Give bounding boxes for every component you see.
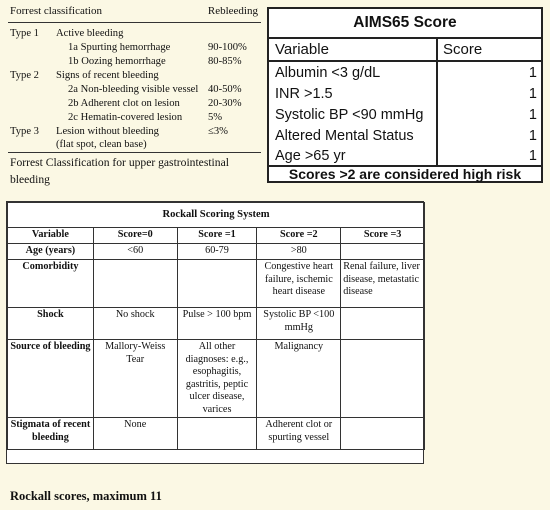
forrest-description: 2a Non-bleeding visible vessel bbox=[68, 84, 199, 95]
aims65-variable: INR >1.5 bbox=[275, 86, 333, 102]
forrest-type: Type 1 bbox=[10, 28, 39, 39]
forrest-rebleeding-rate: 20-30% bbox=[208, 98, 242, 109]
forrest-rebleeding-rate: 5% bbox=[208, 112, 223, 123]
forrest-description: 2c Hematin-covered lesion bbox=[68, 112, 183, 123]
table-row bbox=[8, 308, 425, 340]
rockall-header-variable: Variable bbox=[8, 228, 94, 244]
rockall-header-score-0: Score=0 bbox=[93, 228, 177, 244]
aims65-row bbox=[275, 62, 537, 84]
rockall-cell bbox=[177, 260, 257, 308]
aims65-row bbox=[275, 104, 537, 126]
rockall-variable: Age (years) bbox=[8, 244, 94, 260]
rockall-scoring-panel bbox=[6, 201, 424, 464]
forrest-description: (flat spot, clean base) bbox=[56, 139, 147, 150]
rockall-title: Rockall Scoring System bbox=[8, 203, 425, 228]
rockall-cell bbox=[341, 244, 425, 260]
aims65-score: 1 bbox=[528, 148, 537, 164]
rockall-cell bbox=[341, 340, 425, 418]
aims65-variable-header: Variable bbox=[275, 41, 329, 58]
rockall-caption: Rockall scores, maximum 11 bbox=[10, 489, 162, 503]
table-row bbox=[8, 340, 425, 418]
forrest-rebleeding-rate: 80-85% bbox=[208, 56, 242, 67]
rockall-cell: Renal failure, liver disease, metastatic disease bbox=[341, 260, 425, 308]
forrest-description: Signs of recent bleeding bbox=[56, 70, 159, 81]
aims65-score: 1 bbox=[528, 107, 537, 123]
forrest-type: Type 2 bbox=[10, 70, 39, 81]
forrest-footer-rule bbox=[8, 152, 261, 153]
rockall-cell: Adherent clot or spurting vessel bbox=[257, 418, 341, 450]
forrest-row bbox=[10, 97, 260, 111]
rockall-cell: Congestive heart failure, ischemic heart disease bbox=[257, 260, 341, 308]
aims65-row bbox=[275, 83, 537, 105]
forrest-rebleeding-rate: 40-50% bbox=[208, 84, 242, 95]
rockall-cell bbox=[93, 260, 177, 308]
rockall-cell: Mallory-Weiss Tear bbox=[93, 340, 177, 418]
aims65-variable: Altered Mental Status bbox=[275, 128, 414, 144]
rockall-cell: 60-79 bbox=[177, 244, 257, 260]
aims65-title: AIMS65 Score bbox=[269, 9, 541, 39]
forrest-description: 1a Spurting hemorrhage bbox=[68, 42, 171, 53]
forrest-row bbox=[10, 111, 260, 125]
aims65-score: 1 bbox=[528, 86, 537, 102]
aims65-score-panel bbox=[267, 7, 543, 183]
rockall-variable: Stigmata of recent bleeding bbox=[8, 418, 94, 450]
forrest-caption: Forrest Classification for upper gastrointestinal bleeding bbox=[10, 156, 229, 186]
forrest-description: Lesion without bleeding bbox=[56, 126, 159, 137]
forrest-header-rebleeding: Rebleeding bbox=[207, 5, 258, 17]
rockall-cell bbox=[177, 418, 257, 450]
aims65-score-header: Score bbox=[443, 41, 483, 58]
table-row bbox=[8, 244, 425, 260]
forrest-row bbox=[10, 27, 260, 41]
rockall-cell: Malignancy bbox=[257, 340, 341, 418]
rockall-cell: None bbox=[93, 418, 177, 450]
rockall-cell bbox=[341, 418, 425, 450]
forrest-header-rule bbox=[8, 22, 261, 23]
aims65-variable: Age >65 yr bbox=[275, 148, 346, 164]
forrest-header-classification: Forrest classification bbox=[10, 5, 102, 17]
rockall-cell bbox=[341, 308, 425, 340]
forrest-type: Type 3 bbox=[10, 126, 39, 137]
aims65-footer-note: Scores >2 are considered high risk bbox=[288, 166, 522, 182]
rockall-cell: >80 bbox=[257, 244, 341, 260]
aims65-row bbox=[275, 145, 537, 167]
forrest-description: 1b Oozing hemorrhage bbox=[68, 56, 166, 67]
aims65-row bbox=[275, 125, 537, 147]
aims65-variable: Albumin <3 g/dL bbox=[275, 65, 381, 81]
rockall-variable: Shock bbox=[8, 308, 94, 340]
aims65-score: 1 bbox=[528, 128, 537, 144]
forrest-row bbox=[10, 55, 260, 69]
aims65-score: 1 bbox=[528, 65, 537, 81]
forrest-row bbox=[10, 41, 260, 55]
forrest-row bbox=[10, 125, 260, 139]
forrest-row bbox=[10, 83, 260, 97]
forrest-rebleeding-rate: ≤3% bbox=[208, 126, 228, 137]
rockall-cell: Systolic BP <100 mmHg bbox=[257, 308, 341, 340]
rockall-header-score-3: Score =3 bbox=[341, 228, 425, 244]
forrest-row bbox=[10, 138, 260, 152]
rockall-variable: Source of bleeding bbox=[8, 340, 94, 418]
forrest-classification-panel bbox=[0, 0, 265, 187]
forrest-rebleeding-rate: 90-100% bbox=[208, 42, 247, 53]
aims65-variable: Systolic BP <90 mmHg bbox=[275, 107, 424, 123]
forrest-header bbox=[10, 5, 260, 17]
rockall-cell: All other diagnoses: e.g., esophagitis, gastritis, peptic ulcer disease, varices bbox=[177, 340, 257, 418]
table-row bbox=[8, 260, 425, 308]
forrest-row bbox=[10, 69, 260, 83]
table-row bbox=[8, 418, 425, 450]
rockall-cell: <60 bbox=[93, 244, 177, 260]
forrest-description: Active bleeding bbox=[56, 28, 124, 39]
rockall-cell: No shock bbox=[93, 308, 177, 340]
rockall-table bbox=[7, 202, 425, 450]
rockall-header-score-2: Score =2 bbox=[257, 228, 341, 244]
rockall-cell: Pulse > 100 bpm bbox=[177, 308, 257, 340]
forrest-description: 2b Adherent clot on lesion bbox=[68, 98, 180, 109]
rockall-variable: Comorbidity bbox=[8, 260, 94, 308]
rockall-header-score-1: Score =1 bbox=[177, 228, 257, 244]
